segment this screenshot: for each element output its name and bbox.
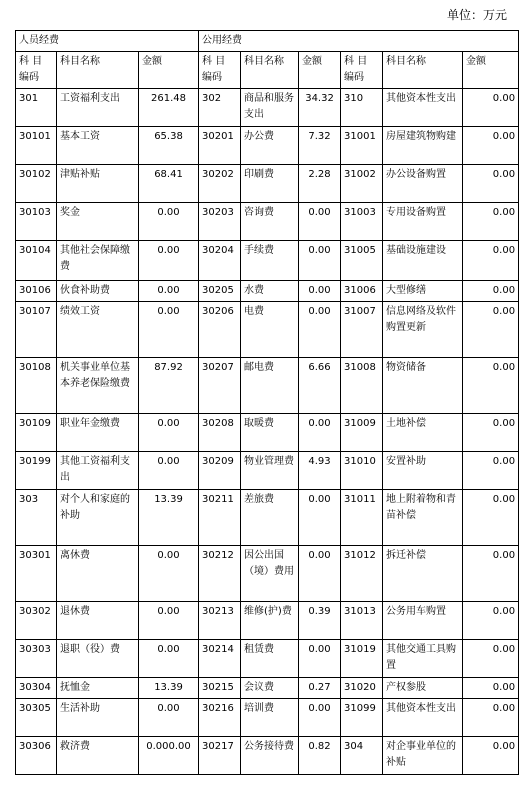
code-cell: 31008: [341, 358, 383, 414]
name-cell: 咨询费: [241, 203, 299, 241]
header-name: 科目名称: [241, 52, 299, 89]
amount-cell: 0.00: [299, 281, 341, 302]
name-cell: 手续费: [241, 241, 299, 281]
name-cell: 绩效工资: [57, 302, 139, 358]
amount-cell: 0.00: [463, 89, 519, 127]
name-cell: 离休费: [57, 546, 139, 602]
table-row: [16, 281, 519, 302]
code-cell: 31005: [341, 241, 383, 281]
name-cell: 其他资本性支出: [383, 699, 463, 737]
code-cell: 30206: [199, 302, 241, 358]
name-cell: 物资储备: [383, 358, 463, 414]
name-cell: 差旅费: [241, 490, 299, 546]
name-cell: 其他交通工具购置: [383, 640, 463, 678]
amount-cell: 0.00: [463, 281, 519, 302]
amount-cell: 0.27: [299, 678, 341, 699]
table-row: [16, 602, 519, 640]
name-cell: 培训费: [241, 699, 299, 737]
name-cell: 对个人和家庭的补助: [57, 490, 139, 546]
code-cell: 31020: [341, 678, 383, 699]
code-cell: 30214: [199, 640, 241, 678]
amount-cell: 7.32: [299, 127, 341, 165]
name-cell: 会议费: [241, 678, 299, 699]
code-cell: 30104: [16, 241, 57, 281]
name-cell: 办公费: [241, 127, 299, 165]
amount-cell: 0.00: [299, 241, 341, 281]
name-cell: 房屋建筑物购建: [383, 127, 463, 165]
table-row: [16, 414, 519, 452]
code-cell: 30201: [199, 127, 241, 165]
code-cell: 30203: [199, 203, 241, 241]
name-cell: 职业年金缴费: [57, 414, 139, 452]
name-cell: 办公设备购置: [383, 165, 463, 203]
code-cell: 30301: [16, 546, 57, 602]
name-cell: 印刷费: [241, 165, 299, 203]
code-cell: 31099: [341, 699, 383, 737]
name-cell: 大型修缮: [383, 281, 463, 302]
name-cell: 安置补助: [383, 452, 463, 490]
name-cell: 公务接待费: [241, 737, 299, 775]
amount-cell: 0.00: [139, 281, 199, 302]
header-amount: 金额: [463, 52, 519, 89]
amount-cell: 0.00: [463, 678, 519, 699]
amount-cell: 0.00: [139, 640, 199, 678]
amount-cell: 0.00: [139, 241, 199, 281]
name-cell: 抚恤金: [57, 678, 139, 699]
amount-cell: 0.00: [299, 414, 341, 452]
code-cell: 30305: [16, 699, 57, 737]
amount-cell: 0.00: [463, 203, 519, 241]
name-cell: 生活补助: [57, 699, 139, 737]
table-row: [16, 241, 519, 281]
code-cell: 30108: [16, 358, 57, 414]
name-cell: 水费: [241, 281, 299, 302]
header-code: 科 目 编码: [16, 52, 57, 89]
name-cell: 公务用车购置: [383, 602, 463, 640]
name-cell: 地上附着物和青苗补偿: [383, 490, 463, 546]
amount-cell: 0.39: [299, 602, 341, 640]
amount-cell: 0.00: [463, 302, 519, 358]
table-row: [16, 358, 519, 414]
amount-cell: 0.00: [139, 302, 199, 358]
amount-cell: 0.00: [299, 640, 341, 678]
name-cell: 工资福利支出: [57, 89, 139, 127]
code-cell: 30208: [199, 414, 241, 452]
table-row: [16, 490, 519, 546]
name-cell: 租赁费: [241, 640, 299, 678]
amount-cell: 0.00: [463, 241, 519, 281]
header-amount: 金额: [139, 52, 199, 89]
amount-cell: 6.66: [299, 358, 341, 414]
code-cell: 31009: [341, 414, 383, 452]
table-row: [16, 89, 519, 127]
table-row: [16, 127, 519, 165]
code-cell: 31001: [341, 127, 383, 165]
section-personnel: 人员经费: [16, 31, 199, 52]
name-cell: 救济费: [57, 737, 139, 775]
code-cell: 31013: [341, 602, 383, 640]
name-cell: 拆迁补偿: [383, 546, 463, 602]
amount-cell: 0.00: [463, 452, 519, 490]
code-cell: 30215: [199, 678, 241, 699]
header-name: 科目名称: [383, 52, 463, 89]
code-cell: 304: [341, 737, 383, 775]
code-cell: 30205: [199, 281, 241, 302]
amount-cell: 0.00: [463, 546, 519, 602]
table-row: [16, 699, 519, 737]
amount-cell: 0.00: [463, 127, 519, 165]
code-cell: 30199: [16, 452, 57, 490]
code-cell: 30216: [199, 699, 241, 737]
name-cell: 维修(护)费: [241, 602, 299, 640]
name-cell: 邮电费: [241, 358, 299, 414]
table-row: [16, 203, 519, 241]
amount-cell: 0.00: [299, 699, 341, 737]
amount-cell: 0.00: [463, 358, 519, 414]
amount-cell: 68.41: [139, 165, 199, 203]
amount-cell: 0.00: [299, 302, 341, 358]
code-cell: 31007: [341, 302, 383, 358]
table-row: [16, 302, 519, 358]
amount-cell: 0.000.00: [139, 737, 199, 775]
code-cell: 31002: [341, 165, 383, 203]
name-cell: 机关事业单位基本养老保险缴费: [57, 358, 139, 414]
code-cell: 30102: [16, 165, 57, 203]
name-cell: 基础设施建设: [383, 241, 463, 281]
amount-cell: 0.00: [463, 165, 519, 203]
header-row: [16, 52, 519, 89]
amount-cell: 0.00: [299, 203, 341, 241]
code-cell: 30101: [16, 127, 57, 165]
table-row: [16, 452, 519, 490]
amount-cell: 0.00: [463, 602, 519, 640]
section-public: 公用经费: [199, 31, 519, 52]
code-cell: 30202: [199, 165, 241, 203]
code-cell: 30107: [16, 302, 57, 358]
header-amount: 金额: [299, 52, 341, 89]
name-cell: 退休费: [57, 602, 139, 640]
code-cell: 310: [341, 89, 383, 127]
name-cell: 退职（役）费: [57, 640, 139, 678]
code-cell: 31011: [341, 490, 383, 546]
unit-label: 单位：万元: [446, 8, 507, 22]
name-cell: 因公出国（境）费用: [241, 546, 299, 602]
amount-cell: 0.00: [139, 203, 199, 241]
amount-cell: 0.00: [299, 490, 341, 546]
table-row: [16, 678, 519, 699]
amount-cell: 0.00: [463, 737, 519, 775]
amount-cell: 0.00: [463, 699, 519, 737]
code-cell: 30217: [199, 737, 241, 775]
name-cell: 其他社会保障缴费: [57, 241, 139, 281]
code-cell: 30207: [199, 358, 241, 414]
code-cell: 30302: [16, 602, 57, 640]
name-cell: 土地补偿: [383, 414, 463, 452]
name-cell: 其他工资福利支出: [57, 452, 139, 490]
amount-cell: 34.32: [299, 89, 341, 127]
amount-cell: 87.92: [139, 358, 199, 414]
budget-table: [15, 30, 519, 775]
code-cell: 30212: [199, 546, 241, 602]
table-row: [16, 640, 519, 678]
name-cell: 奖金: [57, 203, 139, 241]
amount-cell: 0.82: [299, 737, 341, 775]
name-cell: 产权参股: [383, 678, 463, 699]
amount-cell: 0.00: [463, 414, 519, 452]
code-cell: 302: [199, 89, 241, 127]
table-row: [16, 165, 519, 203]
name-cell: 基本工资: [57, 127, 139, 165]
amount-cell: 0.00: [299, 546, 341, 602]
code-cell: 30109: [16, 414, 57, 452]
code-cell: 31012: [341, 546, 383, 602]
amount-cell: 0.00: [139, 452, 199, 490]
code-cell: 30103: [16, 203, 57, 241]
header-code: 科 目 编码: [199, 52, 241, 89]
name-cell: 取暖费: [241, 414, 299, 452]
amount-cell: 261.48: [139, 89, 199, 127]
amount-cell: 0.00: [139, 546, 199, 602]
name-cell: 津贴补贴: [57, 165, 139, 203]
amount-cell: 0.00: [463, 640, 519, 678]
header-code: 科 目 编码: [341, 52, 383, 89]
amount-cell: 2.28: [299, 165, 341, 203]
amount-cell: 0.00: [139, 699, 199, 737]
name-cell: 专用设备购置: [383, 203, 463, 241]
amount-cell: 0.00: [463, 490, 519, 546]
code-cell: 30211: [199, 490, 241, 546]
amount-cell: 13.39: [139, 678, 199, 699]
table-row: [16, 546, 519, 602]
code-cell: 30304: [16, 678, 57, 699]
amount-cell: 4.93: [299, 452, 341, 490]
amount-cell: 13.39: [139, 490, 199, 546]
code-cell: 30303: [16, 640, 57, 678]
code-cell: 31006: [341, 281, 383, 302]
table-row: [16, 737, 519, 775]
code-cell: 30306: [16, 737, 57, 775]
code-cell: 31010: [341, 452, 383, 490]
name-cell: 物业管理费: [241, 452, 299, 490]
code-cell: 30209: [199, 452, 241, 490]
code-cell: 31003: [341, 203, 383, 241]
amount-cell: 0.00: [139, 602, 199, 640]
code-cell: 301: [16, 89, 57, 127]
amount-cell: 0.00: [139, 414, 199, 452]
code-cell: 30213: [199, 602, 241, 640]
name-cell: 信息网络及软件购置更新: [383, 302, 463, 358]
name-cell: 电费: [241, 302, 299, 358]
name-cell: 伙食补助费: [57, 281, 139, 302]
name-cell: 对企事业单位的补贴: [383, 737, 463, 775]
code-cell: 30204: [199, 241, 241, 281]
code-cell: 30106: [16, 281, 57, 302]
name-cell: 其他资本性支出: [383, 89, 463, 127]
amount-cell: 65.38: [139, 127, 199, 165]
header-name: 科目名称: [57, 52, 139, 89]
name-cell: 商品和服务支出: [241, 89, 299, 127]
code-cell: 31019: [341, 640, 383, 678]
code-cell: 303: [16, 490, 57, 546]
